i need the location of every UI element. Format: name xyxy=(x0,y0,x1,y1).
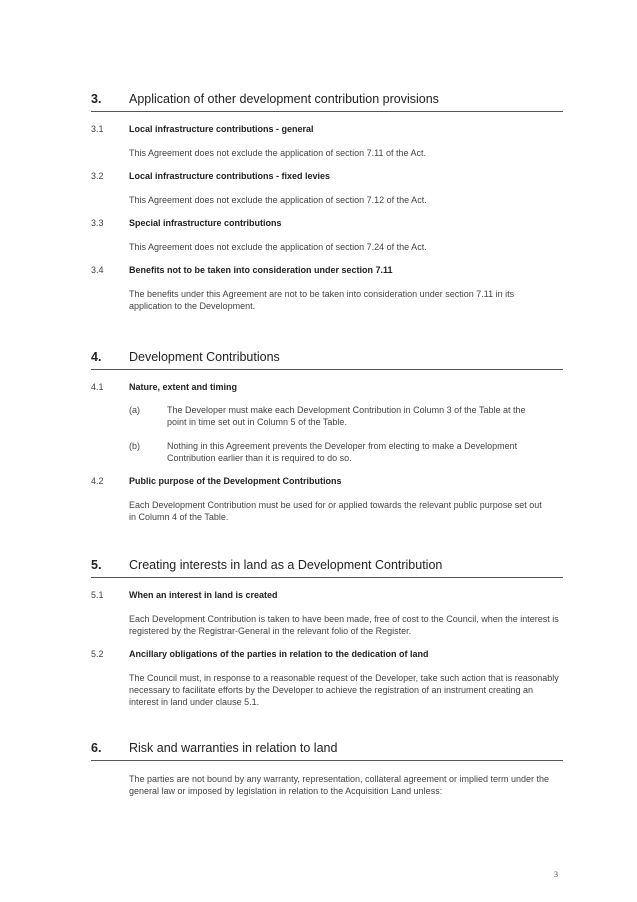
page-number: 3 xyxy=(554,870,558,879)
clause-text: This Agreement does not exclude the application of section 7.24 of the Act. xyxy=(129,242,427,252)
clause-number: 3.1 xyxy=(91,124,104,134)
clause-heading xyxy=(91,382,563,392)
sub-clause-label: (b) xyxy=(129,441,140,451)
section-number: 4. xyxy=(91,350,102,364)
section-number: 6. xyxy=(91,741,102,755)
sub-clause xyxy=(129,440,529,464)
clause-heading xyxy=(91,649,563,659)
section-6 xyxy=(91,741,563,797)
clause-text: The benefits under this Agreement are not to be taken into consideration under section 7.11 in its application to the Development. xyxy=(129,289,515,311)
clause-number: 5.1 xyxy=(91,590,104,600)
clause-text: The Council must, in response to a reasonable request of the Developer, take such action that is reasonably necessary to facilitate efforts by the Developer to achieve the registration of an instrument creating an interest in land under clause 5.1. xyxy=(129,673,559,707)
section-4 xyxy=(91,350,563,523)
sub-clause xyxy=(129,404,539,428)
clause-title: Local infrastructure contributions - fixed levies xyxy=(129,171,331,181)
clause-number: 3.2 xyxy=(91,171,104,181)
clause-title: When an interest in land is created xyxy=(129,590,278,600)
section-heading xyxy=(91,558,563,578)
section-title: Development Contributions xyxy=(129,350,280,364)
section-title: Application of other development contribution provisions xyxy=(129,92,439,106)
section-heading xyxy=(91,741,563,761)
sub-clause-text: The Developer must make each Development Contribution in Column 3 of the Table at the point in time set out in Column 5 of the Table. xyxy=(167,405,526,427)
clause-heading xyxy=(91,476,563,486)
clause-heading xyxy=(91,590,563,600)
clause-number: 4.1 xyxy=(91,382,104,392)
section-number: 3. xyxy=(91,92,102,106)
clause-text: This Agreement does not exclude the application of section 7.12 of the Act. xyxy=(129,195,427,205)
section-heading xyxy=(91,350,563,370)
clause-title: Nature, extent and timing xyxy=(129,382,238,392)
sub-clause-text: Nothing in this Agreement prevents the Developer from electing to make a Development Contribution earlier than it is required to do so. xyxy=(167,441,518,463)
clause-heading xyxy=(91,265,563,275)
section-heading xyxy=(91,92,563,112)
clause-text: Each Development Contribution must be used for or applied towards the relevant public purpose set out in Column 4 of the Table. xyxy=(129,500,542,522)
clause-heading xyxy=(91,218,563,228)
clause-heading xyxy=(91,124,563,134)
clause-heading xyxy=(91,171,563,181)
section-number: 5. xyxy=(91,558,102,572)
clause-number: 5.2 xyxy=(91,649,104,659)
section-3 xyxy=(91,92,563,312)
clause-title: Local infrastructure contributions - general xyxy=(129,124,314,134)
clause-number: 4.2 xyxy=(91,476,104,486)
clause-title: Ancillary obligations of the parties in relation to the dedication of land xyxy=(129,649,429,659)
sub-clause-label: (a) xyxy=(129,405,140,415)
clause-number: 3.4 xyxy=(91,265,104,275)
section-5 xyxy=(91,558,563,708)
clause-number: 3.3 xyxy=(91,218,104,228)
section-title: Creating interests in land as a Development Contribution xyxy=(129,558,443,572)
clause-title: Benefits not to be taken into consideration under section 7.11 xyxy=(129,265,393,275)
clause-text: Each Development Contribution is taken to have been made, free of cost to the Council, when the interest is registered by the Registrar-General in the relevant folio of the Register. xyxy=(129,614,559,636)
clause-text: This Agreement does not exclude the application of section 7.11 of the Act. xyxy=(129,148,427,158)
section-intro-text: The parties are not bound by any warranty, representation, collateral agreement or implied term under the general law or imposed by legislation in relation to the Acquisition Land unless: xyxy=(129,774,550,796)
section-title: Risk and warranties in relation to land xyxy=(129,741,338,755)
clause-title: Public purpose of the Development Contributions xyxy=(129,476,342,486)
clause-title: Special infrastructure contributions xyxy=(129,218,282,228)
